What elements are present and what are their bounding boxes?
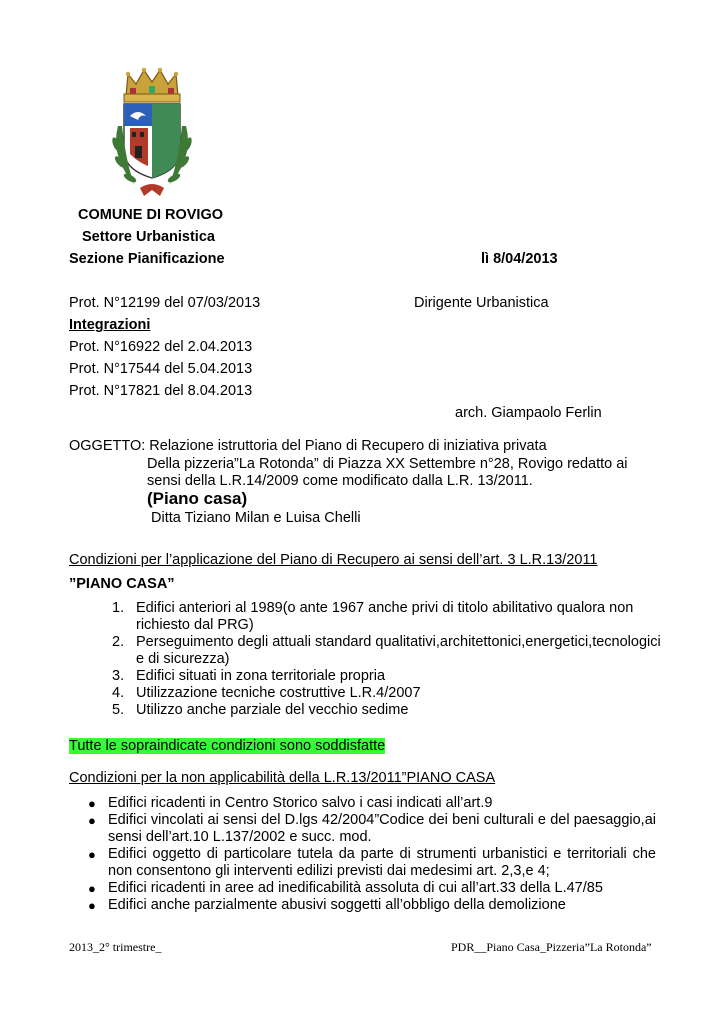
exclusions-heading: Condizioni per la non applicabilità della L.R.13/2011”PIANO CASA — [69, 770, 496, 786]
list-item — [88, 812, 656, 846]
conditions-subheading: ”PIANO CASA” — [69, 576, 175, 592]
crown-icon — [124, 68, 180, 102]
bullet-icon: ● — [88, 881, 96, 896]
ditta-line: Ditta Tiziano Milan e Luisa Chelli — [151, 510, 361, 526]
list-item — [88, 897, 656, 914]
conditions-list — [108, 600, 668, 719]
comune-title: COMUNE DI ROVIGO — [78, 207, 224, 223]
list-text: Edifici vincolati ai sensi del D.lgs 42/2004”Codice dei beni culturali e del paesaggio,ai sensi dell’art.10 L.137/2002 e succ. mod. — [108, 812, 656, 845]
oggetto-line: sensi della L.R.14/2009 come modificato dalla L.R. 13/2011. — [147, 473, 533, 489]
shield-icon — [124, 104, 180, 178]
list-text: Utilizzo anche parziale del vecchio sedime — [136, 702, 409, 718]
list-item — [108, 634, 668, 668]
coat-of-arms-logo — [104, 66, 200, 200]
settore-title: Settore Urbanistica — [82, 229, 215, 245]
signatory: arch. Giampaolo Ferlin — [455, 405, 602, 421]
list-number: 1. — [112, 600, 125, 616]
integrazioni-label: Integrazioni — [69, 317, 151, 333]
bullet-icon: ● — [88, 813, 96, 828]
list-number: 4. — [112, 685, 125, 701]
bullet-icon: ● — [88, 796, 96, 811]
protocol-item: Prot. N°16922 del 2.04.2013 — [69, 339, 253, 355]
conditions-heading: Condizioni per l’applicazione del Piano di Recupero ai sensi dell’art. 3 L.R.13/2011 — [69, 552, 598, 568]
list-text: Utilizzazione tecniche costruttive L.R.4/2007 — [136, 685, 421, 701]
footer-right: PDR__Piano Casa_Pizzeria”La Rotonda” — [451, 940, 652, 954]
footer-left: 2013_2° trimestre_ — [69, 940, 162, 954]
list-number: 5. — [112, 702, 125, 718]
sezione-title: Sezione Pianificazione — [69, 251, 225, 267]
protocol-item: Prot. N°17544 del 5.04.2013 — [69, 361, 253, 377]
list-text: Perseguimento degli attuali standard qualitativi,architettonici,energetici,tecnologici e di sicurezza) — [136, 634, 661, 667]
dirigente-label: Dirigente Urbanistica — [414, 295, 549, 311]
protocol-item: Prot. N°17821 del 8.04.2013 — [69, 383, 253, 399]
list-text: Edifici ricadenti in Centro Storico salvo i casi indicati all’art.9 — [108, 795, 493, 811]
list-number: 2. — [112, 634, 125, 650]
list-item — [108, 702, 668, 719]
list-item — [108, 685, 668, 702]
protocol-main: Prot. N°12199 del 07/03/2013 — [69, 295, 261, 311]
list-text: Edifici situati in zona territoriale propria — [136, 668, 386, 684]
list-item — [88, 880, 656, 897]
ribbon-icon — [140, 184, 164, 196]
bullet-icon: ● — [88, 898, 96, 913]
list-item — [108, 600, 668, 634]
exclusions-list — [88, 795, 656, 914]
list-item — [88, 795, 656, 812]
list-number: 3. — [112, 668, 125, 684]
list-text: Edifici oggetto di particolare tutela da parte di strumenti urbanistici e territoriali che non consentono gli interventi edilizi previsti dai medesimi art. 2,3,e 4; — [108, 846, 656, 879]
list-item — [88, 846, 656, 880]
list-text: Edifici anche parzialmente abusivi soggetti all’obbligo della demolizione — [108, 897, 566, 913]
list-text: Edifici ricadenti in aree ad inedificabilità assoluta di cui all’art.33 della L.47/85 — [108, 880, 603, 896]
conditions-satisfied-highlight: Tutte le sopraindicate condizioni sono soddisfatte — [69, 738, 386, 754]
piano-casa-title: (Piano casa) — [147, 489, 248, 508]
list-text: Edifici anteriori al 1989(o ante 1967 anche privi di titolo abilitativo qualora non richiesto dal PRG) — [136, 600, 634, 633]
oggetto-line: Della pizzeria”La Rotonda” di Piazza XX Settembre n°28, Rovigo redatto ai — [147, 456, 628, 472]
bullet-icon: ● — [88, 847, 96, 862]
document-date: lì 8/04/2013 — [481, 251, 558, 267]
oggetto-line: OGGETTO: Relazione istruttoria del Piano di Recupero di iniziativa privata — [69, 438, 547, 454]
list-item — [108, 668, 668, 685]
